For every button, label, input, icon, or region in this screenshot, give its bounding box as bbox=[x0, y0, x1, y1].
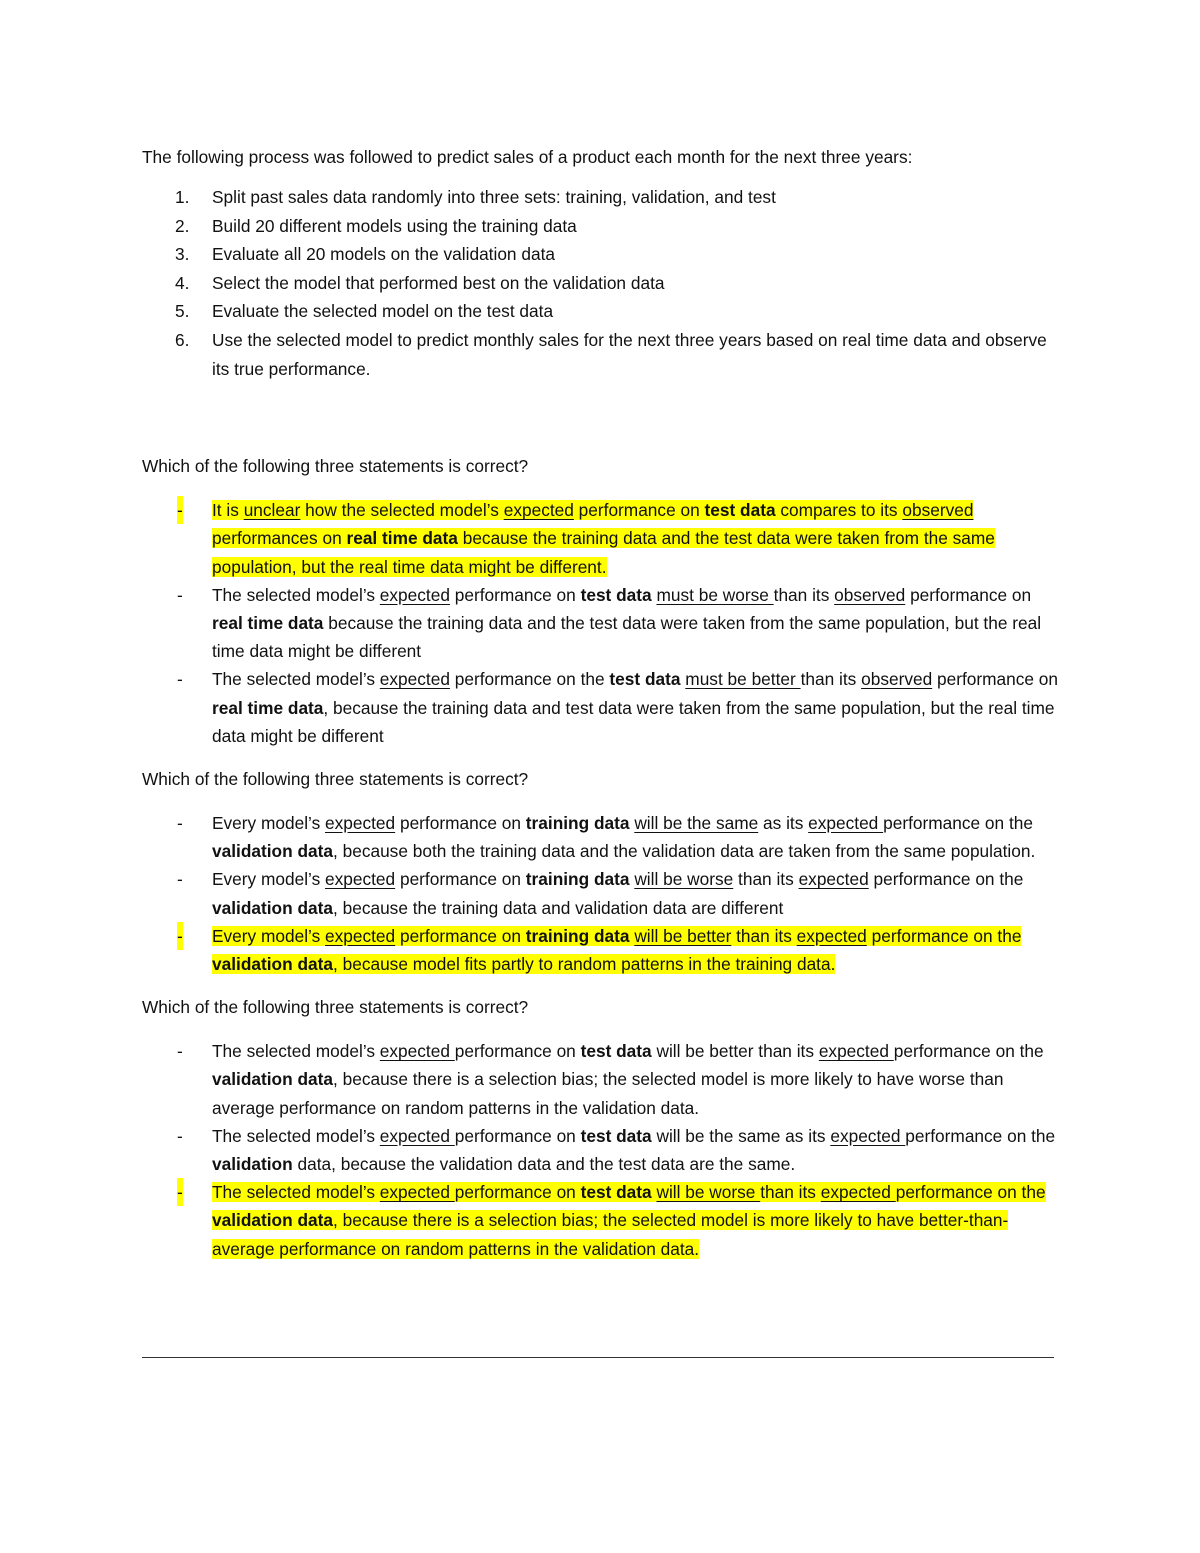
option-text-segment: performance on the bbox=[905, 1125, 1056, 1146]
underlined-term: will be the same bbox=[634, 812, 759, 833]
option-text bbox=[212, 669, 1058, 745]
underlined-term: expected bbox=[798, 869, 869, 890]
option-text bbox=[212, 869, 1023, 917]
question-3-prompt: Which of the following three statements is correct? bbox=[142, 997, 529, 1018]
question-3-options bbox=[142, 1037, 1062, 1263]
option-text-segment: than its bbox=[733, 869, 799, 890]
option-item bbox=[142, 1122, 1062, 1178]
option-text-segment: because the training data and the test data were taken from the same population, but the real time data might be different. bbox=[212, 528, 995, 577]
bold-term: test data bbox=[609, 669, 681, 690]
option-text-segment: It is bbox=[212, 500, 244, 521]
option-text bbox=[212, 1041, 1044, 1117]
option-text bbox=[212, 500, 995, 576]
option-text-segment: performance on the bbox=[893, 1041, 1044, 1062]
option-text-segment: The selected model’s bbox=[212, 1041, 380, 1062]
option-text-segment: , because both the training data and the validation data are taken from the same population. bbox=[333, 841, 1036, 862]
option-text bbox=[212, 813, 1035, 861]
step-text: Use the selected model to predict monthly sales for the next three years based on real time data and observe its true performance. bbox=[212, 329, 1047, 379]
option-text-segment: than its bbox=[800, 669, 862, 690]
list-item bbox=[142, 297, 1062, 326]
bullet-dash: - bbox=[177, 1125, 183, 1146]
underlined-term: expected bbox=[830, 1125, 906, 1146]
step-number: 6. bbox=[175, 329, 190, 350]
bold-term: validation bbox=[212, 1154, 293, 1175]
option-item bbox=[142, 665, 1062, 750]
bold-term: test data bbox=[580, 1182, 652, 1203]
option-content bbox=[212, 1126, 1055, 1174]
option-text-segment: , because model fits partly to random patterns in the training data. bbox=[333, 954, 836, 974]
bullet-dash: - bbox=[177, 496, 183, 524]
bold-term: training data bbox=[525, 869, 630, 890]
option-item bbox=[142, 809, 1062, 865]
option-text bbox=[212, 1126, 1055, 1174]
option-text-segment: The selected model’s bbox=[212, 584, 380, 605]
step-number: 3. bbox=[175, 244, 190, 265]
bullet-dash: - bbox=[177, 1041, 183, 1062]
option-content bbox=[212, 1041, 1044, 1117]
option-text-segment: performance on bbox=[573, 500, 705, 521]
underlined-term: expected bbox=[379, 584, 450, 605]
bullet-dash: - bbox=[177, 869, 183, 890]
question-2-prompt: Which of the following three statements is correct? bbox=[142, 768, 529, 789]
underlined-term: expected bbox=[379, 1125, 455, 1146]
option-item bbox=[142, 865, 1062, 921]
underlined-term: expected bbox=[325, 869, 396, 890]
option-text-segment: compares to its bbox=[775, 500, 903, 521]
option-text-segment: performance on bbox=[395, 812, 526, 833]
option-text-segment: than its bbox=[731, 925, 797, 946]
underlined-term: expected bbox=[818, 1041, 894, 1062]
step-text: Evaluate the selected model on the test data bbox=[212, 301, 554, 322]
option-text-segment: performance on bbox=[454, 1182, 581, 1203]
underlined-term: must be worse bbox=[656, 584, 774, 605]
option-text-segment: will be the same as its bbox=[651, 1125, 831, 1146]
option-text-segment: performance on the bbox=[866, 925, 1022, 946]
option-text-segment: performance on bbox=[932, 669, 1059, 690]
option-text-segment: performance on the bbox=[449, 669, 610, 690]
question-1-prompt: Which of the following three statements is correct? bbox=[142, 456, 529, 477]
option-text-segment: , because there is a selection bias; the selected model is more likely to have better-than-average performance on random patterns in the validation data. bbox=[212, 1210, 1009, 1259]
option-text-segment: performance on bbox=[395, 925, 526, 946]
option-text-segment: as its bbox=[758, 812, 809, 833]
underlined-term: unclear bbox=[243, 500, 301, 521]
option-content bbox=[212, 669, 1058, 745]
list-item bbox=[142, 183, 1062, 212]
list-item bbox=[142, 269, 1062, 298]
step-number: 4. bbox=[175, 272, 190, 293]
option-text-segment: Every model’s bbox=[212, 925, 326, 946]
option-text-segment: how the selected model’s bbox=[300, 500, 504, 521]
bold-term: training data bbox=[525, 812, 630, 833]
option-text-segment: The selected model’s bbox=[212, 1125, 380, 1146]
list-item bbox=[142, 326, 1062, 383]
underlined-term: expected bbox=[379, 669, 450, 690]
bold-term: validation data bbox=[212, 954, 333, 974]
underlined-term: expected bbox=[379, 1041, 455, 1062]
option-text-segment: performance on bbox=[395, 869, 526, 890]
step-text: Build 20 different models using the training data bbox=[212, 215, 577, 236]
question-1-options bbox=[142, 496, 1062, 750]
option-text bbox=[212, 1182, 1046, 1258]
underlined-term: observed bbox=[902, 500, 974, 521]
underlined-term: expected bbox=[379, 1182, 455, 1203]
bold-term: real time data bbox=[212, 612, 324, 633]
bullet-dash: - bbox=[177, 1178, 183, 1206]
option-content bbox=[212, 1182, 1046, 1258]
underlined-term: expected bbox=[503, 500, 574, 521]
option-text-segment: , because the training data and test data were taken from the same population, but the real time data might be different bbox=[212, 697, 1055, 746]
horizontal-rule bbox=[142, 1357, 1054, 1358]
option-text-segment: performance on the bbox=[895, 1182, 1046, 1203]
bullet-dash: - bbox=[177, 922, 183, 950]
underlined-term: will be worse bbox=[656, 1182, 761, 1203]
underlined-term: expected bbox=[325, 812, 396, 833]
option-text-segment: performance on bbox=[454, 1125, 581, 1146]
bold-term: validation data bbox=[212, 841, 333, 862]
bold-term: real time data bbox=[212, 697, 324, 718]
option-content bbox=[212, 869, 1023, 917]
option-item bbox=[142, 581, 1062, 666]
question-2-options bbox=[142, 809, 1062, 978]
bold-term: test data bbox=[580, 1125, 652, 1146]
step-text: Evaluate all 20 models on the validation data bbox=[212, 244, 555, 265]
option-text-segment: Every model’s bbox=[212, 812, 326, 833]
option-text-segment: performances on bbox=[212, 528, 347, 549]
underlined-term: observed bbox=[834, 584, 906, 605]
option-text-segment: because the training data and the test data were taken from the same population, but the real time data might be different bbox=[212, 612, 1042, 662]
bullet-dash: - bbox=[177, 584, 183, 605]
bold-term: validation data bbox=[212, 897, 333, 918]
bullet-dash: - bbox=[177, 812, 183, 833]
underlined-term: will be worse bbox=[634, 869, 734, 890]
option-text-segment: than its bbox=[773, 584, 835, 605]
underlined-term: observed bbox=[861, 669, 933, 690]
bullet-dash: - bbox=[177, 669, 183, 690]
bold-term: test data bbox=[580, 1041, 652, 1062]
option-text-segment: , because there is a selection bias; the selected model is more likely to have worse than average performance on random patterns in the validation data. bbox=[212, 1069, 1004, 1118]
option-content bbox=[212, 926, 1021, 974]
list-item bbox=[142, 240, 1062, 269]
underlined-term: expected bbox=[808, 812, 884, 833]
step-text: Select the model that performed best on the validation data bbox=[212, 272, 665, 293]
bold-term: test data bbox=[580, 584, 652, 605]
step-number: 5. bbox=[175, 301, 190, 322]
underlined-term: expected bbox=[325, 925, 396, 946]
step-number: 2. bbox=[175, 215, 190, 236]
option-text-segment: than its bbox=[760, 1182, 821, 1203]
option-content bbox=[212, 585, 1041, 661]
bold-term: test data bbox=[704, 500, 776, 521]
bold-term: real time data bbox=[346, 528, 458, 549]
step-number: 1. bbox=[175, 187, 190, 207]
option-text-segment: performance on the bbox=[883, 812, 1033, 833]
list-item bbox=[142, 212, 1062, 241]
underlined-term: expected bbox=[796, 925, 867, 946]
underlined-term: must be better bbox=[685, 669, 801, 690]
underlined-term: expected bbox=[820, 1182, 896, 1203]
option-text-segment: performance on the bbox=[868, 869, 1024, 890]
option-item bbox=[142, 922, 1062, 978]
step-text: Split past sales data randomly into three sets: training, validation, and test bbox=[212, 187, 776, 207]
document-page bbox=[142, 140, 1062, 1263]
option-text bbox=[212, 585, 1041, 661]
option-text-segment: performance on bbox=[454, 1041, 581, 1062]
underlined-term: will be better bbox=[634, 925, 732, 946]
option-text-segment: performance on bbox=[905, 584, 1032, 605]
option-text-segment: The selected model’s bbox=[212, 1182, 380, 1203]
option-item bbox=[142, 496, 1062, 581]
bold-term: validation data bbox=[212, 1210, 333, 1231]
bold-term: training data bbox=[525, 925, 630, 946]
option-text-segment: Every model’s bbox=[212, 869, 326, 890]
option-content bbox=[212, 500, 995, 576]
option-text bbox=[212, 926, 1021, 974]
option-text-segment: performance on bbox=[449, 584, 581, 605]
option-item bbox=[142, 1178, 1062, 1263]
option-text-segment: , because the training data and validation data are different bbox=[333, 897, 784, 918]
option-text-segment: will be better than its bbox=[651, 1041, 819, 1062]
option-text-segment: data, because the validation data and the test data are the same. bbox=[292, 1154, 796, 1175]
option-text-segment: The selected model’s bbox=[212, 669, 380, 690]
process-steps-list bbox=[142, 183, 1062, 383]
bold-term: validation data bbox=[212, 1069, 333, 1090]
intro-paragraph: The following process was followed to predict sales of a product each month for the next three years: bbox=[142, 147, 913, 167]
option-item bbox=[142, 1037, 1062, 1122]
option-content bbox=[212, 813, 1035, 861]
